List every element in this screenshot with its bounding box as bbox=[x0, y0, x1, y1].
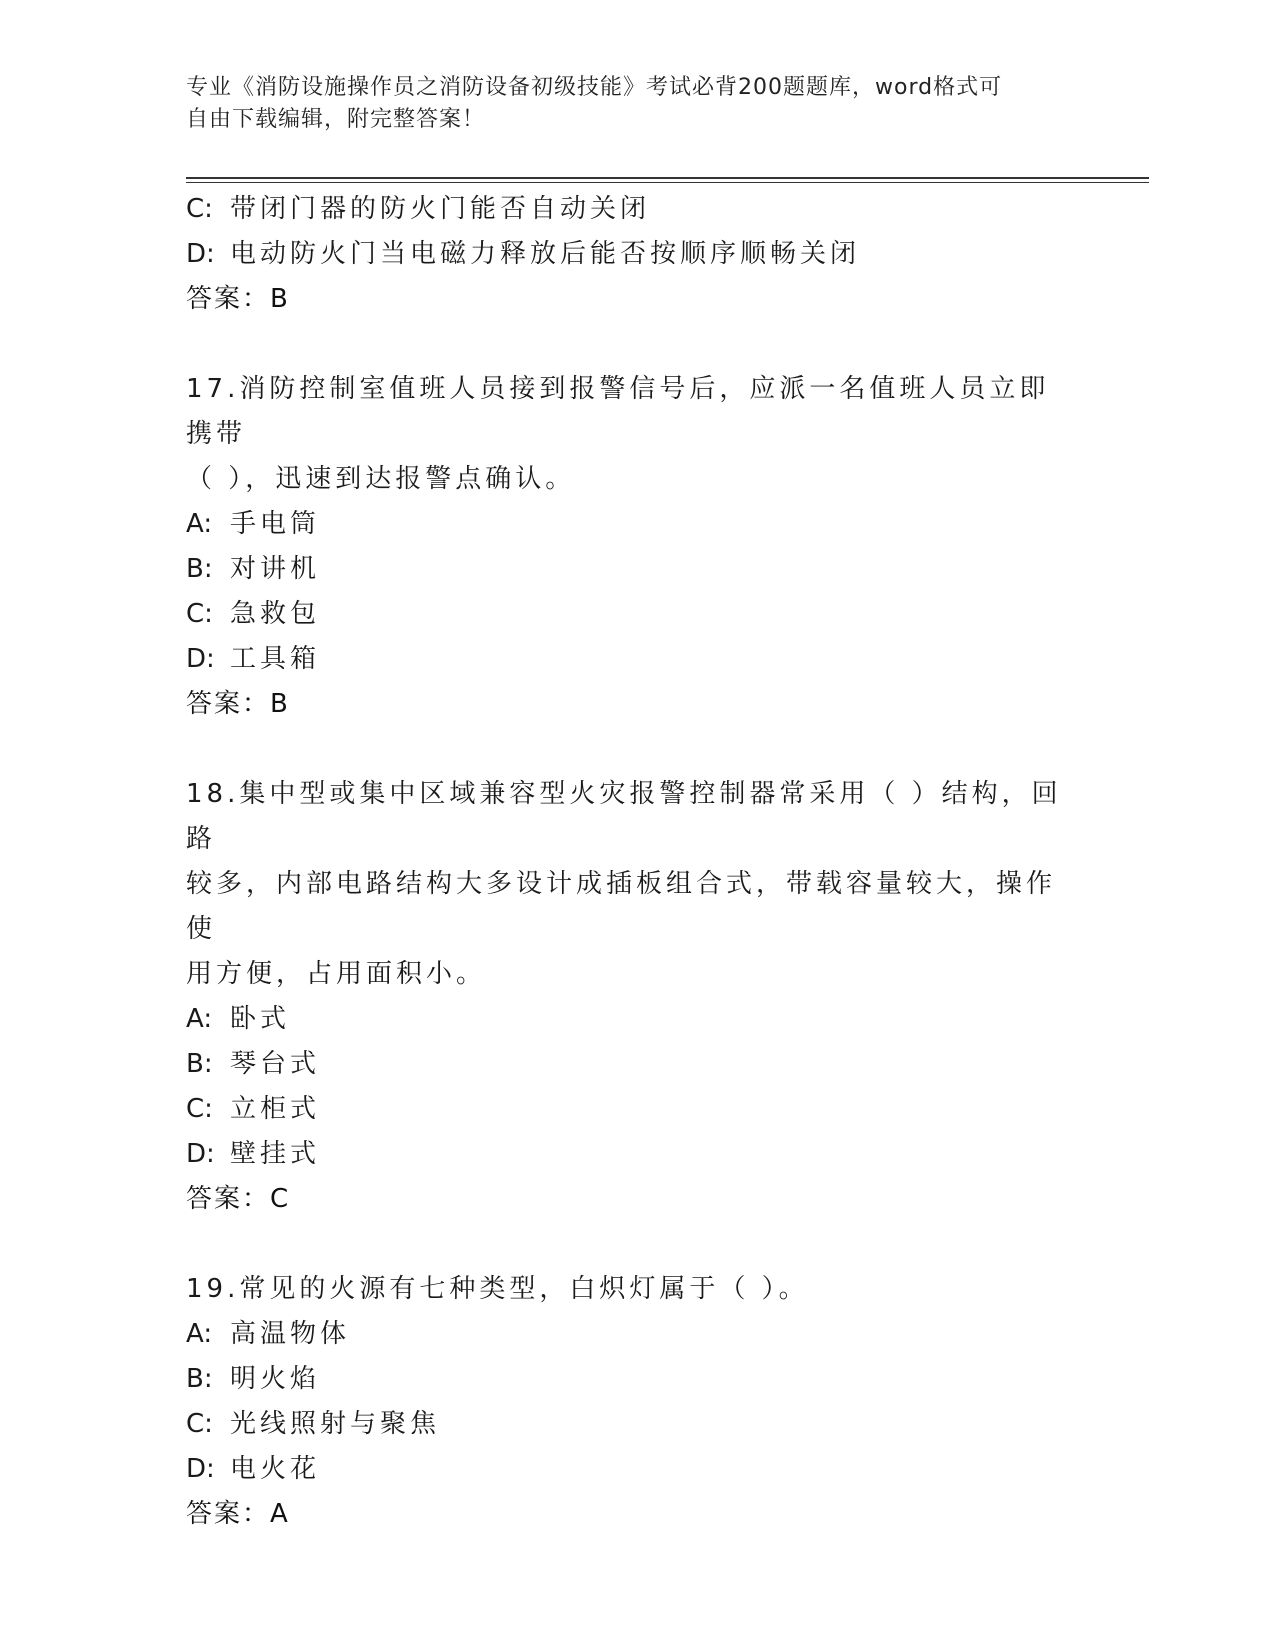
option-text: 电火花 bbox=[230, 1454, 321, 1484]
option-text: 光线照射与聚焦 bbox=[230, 1409, 441, 1439]
option-key: D: bbox=[186, 1454, 215, 1484]
option-key: D: bbox=[186, 239, 215, 269]
option-c bbox=[186, 1087, 1076, 1132]
option-d bbox=[186, 637, 1076, 682]
question-stem-line: 18.集中型或集中区域兼容型火灾报警控制器常采用（ ）结构，回路 bbox=[186, 779, 1062, 854]
option-b bbox=[186, 1042, 1076, 1087]
question-19 bbox=[186, 1267, 1076, 1537]
option-text: 壁挂式 bbox=[230, 1139, 321, 1169]
question-17 bbox=[186, 367, 1076, 727]
option-text: 工具箱 bbox=[230, 644, 321, 674]
option-text: 琴台式 bbox=[230, 1049, 321, 1079]
question-stem-line: 用方便，占用面积小。 bbox=[186, 959, 487, 989]
option-text: 急救包 bbox=[230, 599, 321, 629]
spacer bbox=[186, 727, 1076, 772]
option-text: 带闭门器的防火门能否自动关闭 bbox=[230, 194, 651, 224]
option-key: C: bbox=[186, 194, 213, 224]
option-b bbox=[186, 1357, 1076, 1402]
answer-line: 答案：A bbox=[186, 1499, 290, 1529]
answer-line: 答案：B bbox=[186, 284, 290, 314]
option-text: 立柜式 bbox=[230, 1094, 321, 1124]
option-text: 卧式 bbox=[230, 1004, 291, 1034]
document-header bbox=[186, 72, 1086, 136]
option-c bbox=[186, 592, 1076, 637]
spacer bbox=[186, 322, 1076, 367]
option-text: 明火焰 bbox=[230, 1364, 321, 1394]
option-a bbox=[186, 502, 1076, 547]
question-18 bbox=[186, 772, 1076, 1222]
option-text: 对讲机 bbox=[230, 554, 321, 584]
option-d bbox=[186, 1447, 1076, 1492]
option-key: C: bbox=[186, 1094, 213, 1124]
option-b bbox=[186, 547, 1076, 592]
option-c bbox=[186, 187, 1076, 232]
question-stem-line: 19.常见的火源有七种类型，白炽灯属于（ ）。 bbox=[186, 1274, 809, 1304]
option-d bbox=[186, 232, 1076, 277]
header-title-line-1: 专业《消防设施操作员之消防设备初级技能》考试必背200题题库，word格式可 bbox=[186, 75, 1003, 100]
option-key: B: bbox=[186, 554, 213, 584]
header-divider-thick bbox=[186, 177, 1149, 179]
option-a bbox=[186, 1312, 1076, 1357]
spacer bbox=[186, 1222, 1076, 1267]
option-key: A: bbox=[186, 509, 213, 539]
option-text: 电动防火门当电磁力释放后能否按顺序顺畅关闭 bbox=[230, 239, 861, 269]
option-key: B: bbox=[186, 1364, 213, 1394]
option-key: C: bbox=[186, 1409, 213, 1439]
option-d bbox=[186, 1132, 1076, 1177]
option-key: A: bbox=[186, 1004, 213, 1034]
question-stem-line: 较多，内部电路结构大多设计成插板组合式，带载容量较大，操作使 bbox=[186, 869, 1057, 944]
option-key: D: bbox=[186, 1139, 215, 1169]
option-key: D: bbox=[186, 644, 215, 674]
option-a bbox=[186, 997, 1076, 1042]
document-body bbox=[186, 187, 1076, 1537]
header-title-line-2: 自由下载编辑，附完整答案！ bbox=[186, 107, 486, 132]
option-key: A: bbox=[186, 1319, 213, 1349]
question-stem-line: 17.消防控制室值班人员接到报警信号后，应派一名值班人员立即携带 bbox=[186, 374, 1050, 449]
answer-line: 答案：B bbox=[186, 689, 290, 719]
question-16-continued bbox=[186, 187, 1076, 322]
answer-line: 答案：C bbox=[186, 1184, 291, 1214]
option-c bbox=[186, 1402, 1076, 1447]
option-text: 高温物体 bbox=[230, 1319, 351, 1349]
option-text: 手电筒 bbox=[230, 509, 321, 539]
option-key: B: bbox=[186, 1049, 213, 1079]
question-stem-line: （ ），迅速到达报警点确认。 bbox=[186, 464, 576, 494]
option-key: C: bbox=[186, 599, 213, 629]
header-divider-thin bbox=[186, 182, 1149, 183]
